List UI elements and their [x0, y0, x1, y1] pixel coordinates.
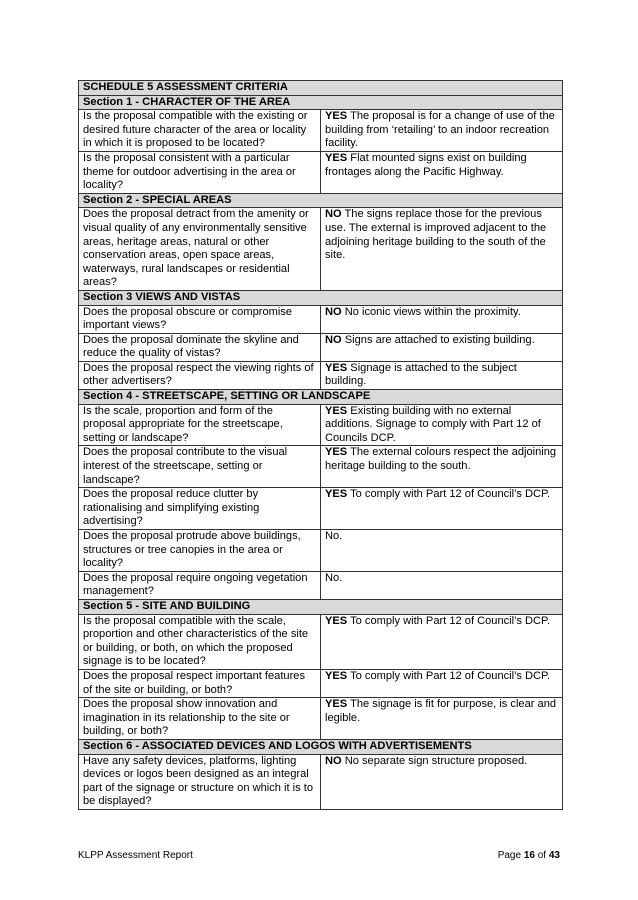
criteria-row — [79, 614, 563, 669]
section-heading-row — [79, 599, 563, 614]
criteria-response — [321, 571, 563, 599]
criteria-row — [79, 333, 563, 361]
criteria-response — [321, 333, 563, 361]
criteria-question: Is the proposal consistent with a particular theme for outdoor advertising in the area or locality? — [79, 151, 321, 193]
criteria-row — [79, 488, 563, 530]
criteria-row — [79, 305, 563, 333]
criteria-question: Is the scale, proportion and form of the proposal appropriate for the streetscape, setting or landscape? — [79, 404, 321, 446]
section-heading: Section 5 - SITE AND BUILDING — [79, 599, 563, 614]
response-verdict: NO — [325, 333, 342, 346]
response-comment: No iconic views within the proximity. — [344, 305, 521, 318]
criteria-row — [79, 446, 563, 488]
criteria-question: Have any safety devices, platforms, lighting devices or logos been designed as an integral part of the signage or structure on which it is to be displayed? — [79, 754, 321, 809]
section-heading-row — [79, 290, 563, 305]
section-heading-row — [79, 193, 563, 208]
response-comment: The signs replace those for the previous use. The external is improved adjacent to the adjoining heritage building to the south of the site. — [325, 208, 547, 262]
response-comment: The proposal is for a change of use of the building from ‘retailing’ to an indoor recreation facility. — [325, 110, 555, 150]
response-verdict: YES — [325, 488, 348, 501]
response-comment: The signage is fit for purpose, is clear and legible. — [325, 698, 557, 724]
footer-page-number — [498, 850, 560, 862]
footer-page-current: 16 — [523, 850, 535, 861]
criteria-row — [79, 571, 563, 599]
footer-page-of: of — [537, 850, 547, 861]
response-comment: Signage is attached to the subject building. — [325, 361, 517, 388]
criteria-question: Does the proposal show innovation and imagination in its relationship to the site or building, or both? — [79, 698, 321, 740]
assessment-criteria-table — [78, 80, 563, 810]
criteria-question: Does the proposal detract from the amenity or visual quality of any environmentally sensitive areas, heritage areas, natural or other conservation areas, open space areas, waterways, rural landscapes or residential areas? — [79, 208, 321, 291]
criteria-row — [79, 404, 563, 446]
response-comment: No. — [325, 571, 343, 584]
criteria-response — [321, 151, 563, 193]
criteria-question: Does the proposal contribute to the visual interest of the streetscape, setting or landscape? — [79, 446, 321, 488]
response-comment: Signs are attached to existing building. — [344, 333, 535, 346]
criteria-question: Does the proposal reduce clutter by rationalising and simplifying existing advertising? — [79, 488, 321, 530]
criteria-response — [321, 530, 563, 572]
response-comment: Existing building with no external additions. Signage to comply with Part 12 of Councils DCP. — [325, 404, 541, 444]
criteria-response — [321, 305, 563, 333]
section-heading: Section 2 - SPECIAL AREAS — [79, 193, 563, 208]
section-heading: Section 3 VIEWS AND VISTAS — [79, 290, 563, 305]
response-verdict: YES — [325, 404, 348, 417]
criteria-question: Is the proposal compatible with the scale, proportion and other characteristics of the site or building, or both, on which the proposed signage is to be located? — [79, 614, 321, 669]
criteria-response — [321, 208, 563, 291]
table-title: SCHEDULE 5 ASSESSMENT CRITERIA — [79, 81, 563, 96]
section-heading: Section 4 - STREETSCAPE, SETTING OR LANDSCAPE — [79, 390, 563, 405]
section-heading: Section 6 - ASSOCIATED DEVICES AND LOGOS WITH ADVERTISEMENTS — [79, 739, 563, 754]
response-comment: No. — [325, 530, 343, 542]
criteria-row — [79, 669, 563, 697]
criteria-row — [79, 530, 563, 572]
response-verdict: YES — [325, 614, 348, 627]
footer-page-label: Page — [497, 850, 522, 861]
section-heading-row — [79, 739, 563, 754]
criteria-response — [321, 361, 563, 389]
response-verdict: NO — [325, 208, 342, 221]
criteria-response — [321, 669, 563, 697]
response-verdict: YES — [325, 698, 348, 711]
criteria-question: Does the proposal require ongoing vegetation management? — [79, 571, 321, 599]
footer-page-total: 43 — [548, 850, 560, 861]
criteria-row — [79, 208, 563, 291]
section-heading: Section 1 - CHARACTER OF THE AREA — [79, 95, 563, 110]
response-comment: To comply with Part 12 of Council’s DCP. — [350, 614, 551, 627]
response-verdict: NO — [325, 754, 342, 767]
response-verdict: YES — [325, 446, 348, 459]
table-body — [79, 81, 563, 810]
criteria-row — [79, 110, 563, 152]
criteria-question: Does the proposal protrude above buildings, structures or tree canopies in the area or locality? — [79, 530, 321, 572]
response-comment: To comply with Part 12 of Council’s DCP. — [350, 669, 551, 682]
criteria-response — [321, 698, 563, 740]
response-verdict: YES — [325, 110, 348, 123]
criteria-question: Is the proposal compatible with the existing or desired future character of the area or locality in which it is proposed to be located? — [79, 110, 321, 152]
criteria-response — [321, 404, 563, 446]
response-verdict: YES — [325, 151, 348, 164]
response-verdict: NO — [325, 305, 342, 318]
response-verdict: YES — [325, 669, 348, 682]
response-comment: No separate sign structure proposed. — [344, 754, 528, 767]
footer-report-name: KLPP Assessment Report — [78, 850, 193, 861]
criteria-question: Does the proposal respect the viewing rights of other advertisers? — [79, 361, 321, 389]
criteria-response — [321, 488, 563, 530]
response-verdict: YES — [325, 361, 348, 374]
criteria-question: Does the proposal obscure or compromise important views? — [79, 305, 321, 333]
criteria-response — [321, 110, 563, 152]
criteria-response — [321, 614, 563, 669]
response-comment: The external colours respect the adjoining heritage building to the south. — [325, 446, 557, 473]
criteria-row — [79, 754, 563, 809]
criteria-response — [321, 754, 563, 809]
criteria-row — [79, 698, 563, 740]
criteria-question: Does the proposal dominate the skyline and reduce the quality of vistas? — [79, 333, 321, 361]
section-heading-row — [79, 390, 563, 405]
criteria-response — [321, 446, 563, 488]
table-title-row — [79, 81, 563, 96]
section-heading-row — [79, 95, 563, 110]
response-comment: Flat mounted signs exist on building frontages along the Pacific Highway. — [325, 151, 527, 178]
criteria-question: Does the proposal respect important features of the site or building, or both? — [79, 669, 321, 697]
criteria-row — [79, 361, 563, 389]
criteria-row — [79, 151, 563, 193]
response-comment: To comply with Part 12 of Council’s DCP. — [350, 488, 551, 501]
